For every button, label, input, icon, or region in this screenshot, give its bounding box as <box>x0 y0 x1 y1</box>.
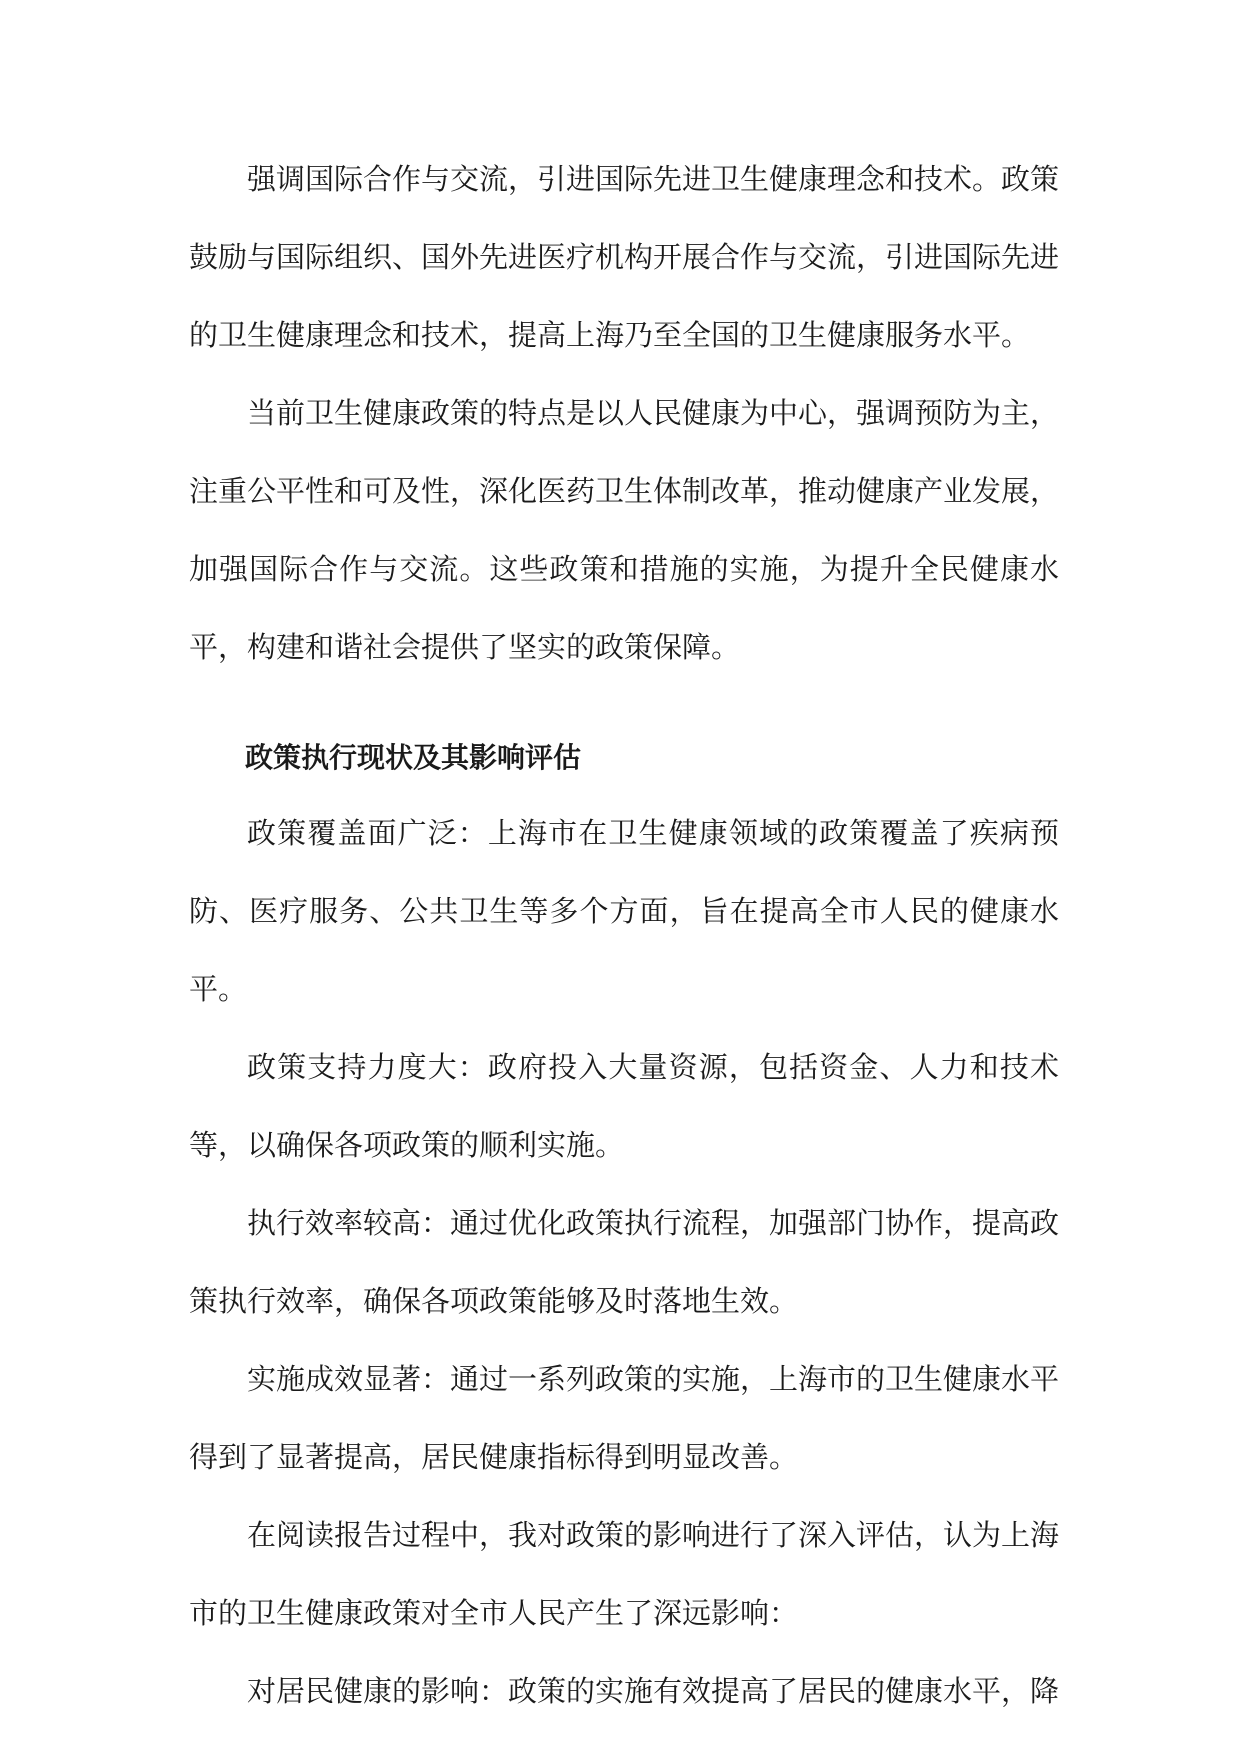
paragraph-policy-support: 政策支持力度大：政府投入大量资源，包括资金、人力和技术等，以确保各项政策的顺利实施。 <box>189 1050 1059 1162</box>
paragraph-resident-health-impact: 对居民健康的影响：政策的实施有效提高了居民的健康水平，降 <box>247 1674 1060 1708</box>
section-heading: 政策执行现状及其影响评估 <box>245 741 582 774</box>
paragraph-international-cooperation: 强调国际合作与交流，引进国际先进卫生健康理念和技术。政策鼓励与国际组织、国外先进医疗机构开展合作与交流，引进国际先进的卫生健康理念和技术，提高上海乃至全国的卫生健康服务水平。 <box>189 162 1060 352</box>
paragraph-impact-evaluation: 在阅读报告过程中，我对政策的影响进行了深入评估，认为上海市的卫生健康政策对全市人民产生了深远影响： <box>189 1518 1060 1630</box>
paragraph-implementation-results: 实施成效显著：通过一系列政策的实施，上海市的卫生健康水平得到了显著提高，居民健康指标得到明显改善。 <box>189 1362 1060 1474</box>
paragraph-policy-coverage: 政策覆盖面广泛：上海市在卫生健康领域的政策覆盖了疾病预防、医疗服务、公共卫生等多个方面，旨在提高全市人民的健康水平。 <box>189 816 1059 1006</box>
paragraph-execution-efficiency: 执行效率较高：通过优化政策执行流程，加强部门协作，提高政策执行效率，确保各项政策能够及时落地生效。 <box>189 1206 1060 1318</box>
paragraph-policy-characteristics: 当前卫生健康政策的特点是以人民健康为中心，强调预防为主，注重公平性和可及性，深化医药卫生体制改革，推动健康产业发展，加强国际合作与交流。这些政策和措施的实施，为提升全民健康水平，构建和谐社会提供了坚实的政策保障。 <box>189 396 1060 664</box>
document-body <box>189 140 1059 1730</box>
